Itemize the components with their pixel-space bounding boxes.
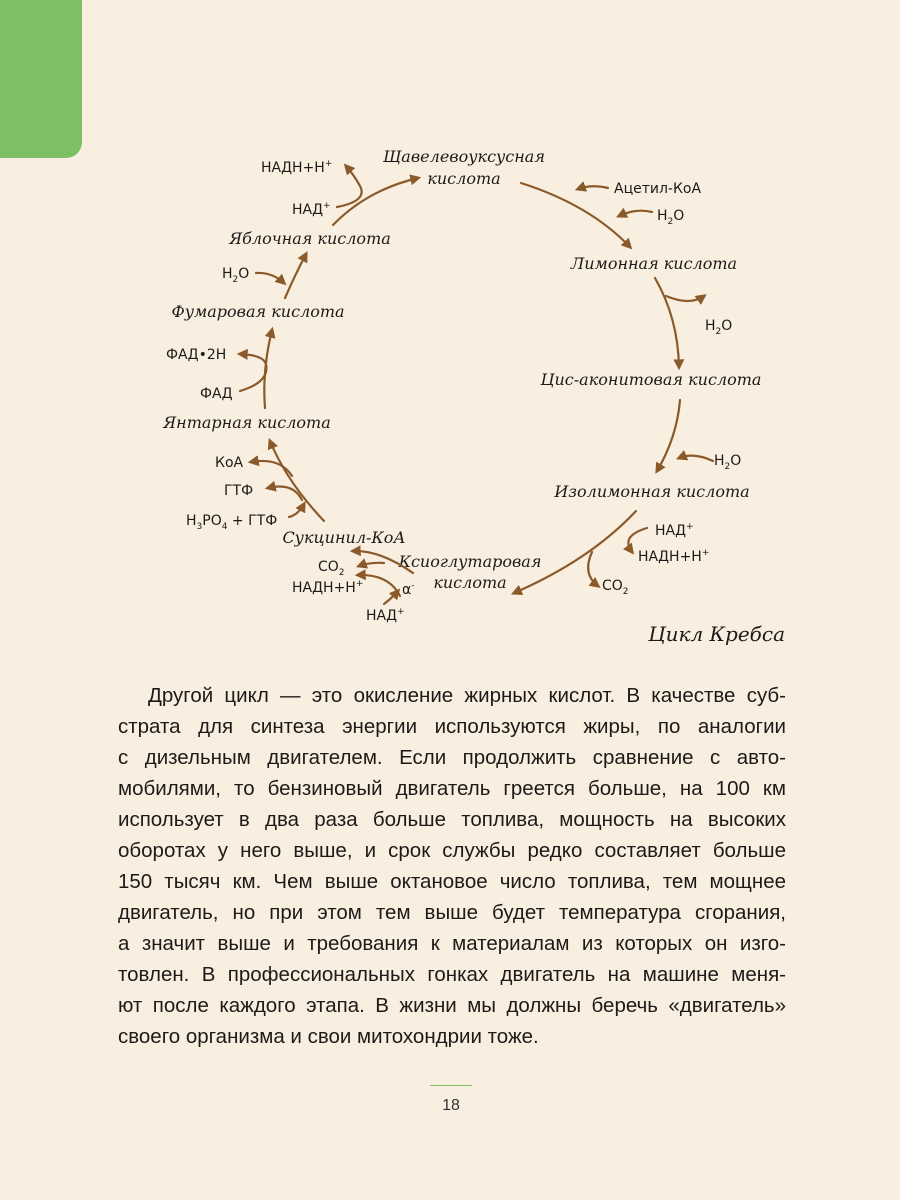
arrow-water-in-citrate (619, 211, 652, 216)
arrow-co2-out-isocitrate (588, 552, 598, 586)
citric-acid-label: Лимонная кислота (570, 254, 738, 273)
arrow-fumarate-to-malate (285, 254, 306, 298)
body-line: Другой цикл — это окисление жирных кислот. В качестве суб- (148, 684, 786, 707)
body-line: использует в два раза больше топлива, мощность на высоких (118, 808, 786, 831)
body-line: двигатель, но при этом тем выше будет температура сгорания, (118, 901, 786, 924)
water-label-citrate-out: $H_2O$ (705, 318, 733, 337)
co2-label-isocitrate: $CO_2$ (602, 578, 629, 597)
ketoglutaric-acid-label-line1: Ксиоглутаровая (398, 552, 542, 571)
arrow-citrate-to-cisaconitate (655, 278, 679, 367)
isocitric-acid-label: Изолимонная кислота (554, 482, 750, 501)
nadh-label-malate: НАДН+Н+ (261, 159, 333, 176)
oxaloacetic-acid-label-line2: кислота (427, 169, 501, 188)
co2-label-ketoglutarate: $CO_2$ (318, 559, 345, 578)
page-number: 18 (442, 1097, 460, 1114)
oxaloacetic-acid-label-line1: Щавелевоуксусная (383, 147, 545, 166)
ketoglutaric-acid-label-line2: кислота (433, 573, 507, 592)
acetyl-coa-label: Ацетил-КоА (614, 181, 702, 197)
malic-acid-label: Яблочная кислота (229, 229, 391, 248)
nad-label-ketoglutarate: НАД+ (366, 607, 405, 624)
fad-label: ФАД (200, 386, 233, 402)
nadh-label-ketoglutarate: НАДН+Н+ (292, 579, 364, 596)
nadh-label-isocitrate: НАДН+Н+ (638, 548, 710, 565)
body-line: страта для синтеза энергии используются жиры, по аналогии (118, 715, 786, 738)
body-line: а значит выше и требования к материалам из которых он изго- (118, 932, 786, 955)
body-line: оборотах у него выше, и срок службы редко составляет больше (118, 839, 786, 862)
body-line: 150 тысяч км. Чем выше октановое число топлива, тем мощнее (118, 870, 786, 893)
arrow-acetylcoa-in (578, 186, 608, 189)
arrow-water-in-isocitrate (679, 456, 713, 461)
fad2h-label: ФАД•2Н (166, 347, 227, 363)
water-label-isocitrate: $H_2O$ (714, 453, 742, 472)
body-line: своего организма и свои митохондрии тоже. (118, 1025, 539, 1048)
figure-caption: Цикл Кребса (648, 622, 785, 646)
arrow-nad-to-nadh-ketoglutarate (358, 575, 400, 596)
water-label-citrate-in: $H_2O$ (657, 208, 685, 227)
arrow-malate-to-oxaloacetate (333, 178, 418, 225)
page-number-rule (430, 1085, 472, 1086)
gtf-label: ГТФ (224, 483, 254, 499)
arrow-nad-to-nadh-malate (337, 166, 362, 207)
cis-aconitic-acid-label: Цис-аконитовая кислота (540, 370, 762, 389)
fumaric-acid-label: Фумаровая кислота (171, 302, 345, 321)
succinic-acid-label: Янтарная кислота (163, 413, 331, 432)
body-line: ют после каждого этапа. В жизни мы должны беречь «двигатель» (118, 994, 786, 1017)
alpha-label: α- (402, 581, 415, 598)
nad-label-isocitrate: НАД+ (655, 522, 694, 539)
arrow-phosphate-in (289, 504, 304, 517)
arrow-nad-in-ketoglutarate (384, 591, 398, 604)
body-line: товлен. В профессиональных гонках двигатель на машине меня- (118, 963, 786, 986)
body-line: с дизельным двигателем. Если продолжить сравнение с авто- (118, 746, 786, 769)
arrow-succinylcoa-to-succinate (270, 441, 324, 521)
arrow-water-out-citrate (666, 296, 704, 301)
water-label-fumarate: $H_2O$ (222, 266, 250, 285)
arrow-co2-out-ketoglutarate (359, 563, 384, 566)
nad-label-malate: НАД+ (292, 201, 331, 218)
arrow-water-in-fumarate (256, 273, 284, 283)
coa-label: КоА (215, 455, 244, 471)
phosphoric-acid-gtf-label: $H_3PO_4$ + ГТФ (186, 513, 278, 532)
body-line: мобилями, то бензиновый двигатель греется больше, на 100 км (118, 777, 786, 800)
body-paragraph (118, 680, 786, 1052)
succinyl-coa-label: Сукцинил-КоА (282, 528, 406, 547)
arrow-cisaconitate-to-isocitrate (657, 400, 680, 471)
arrow-fad-to-fad2h (240, 354, 266, 391)
